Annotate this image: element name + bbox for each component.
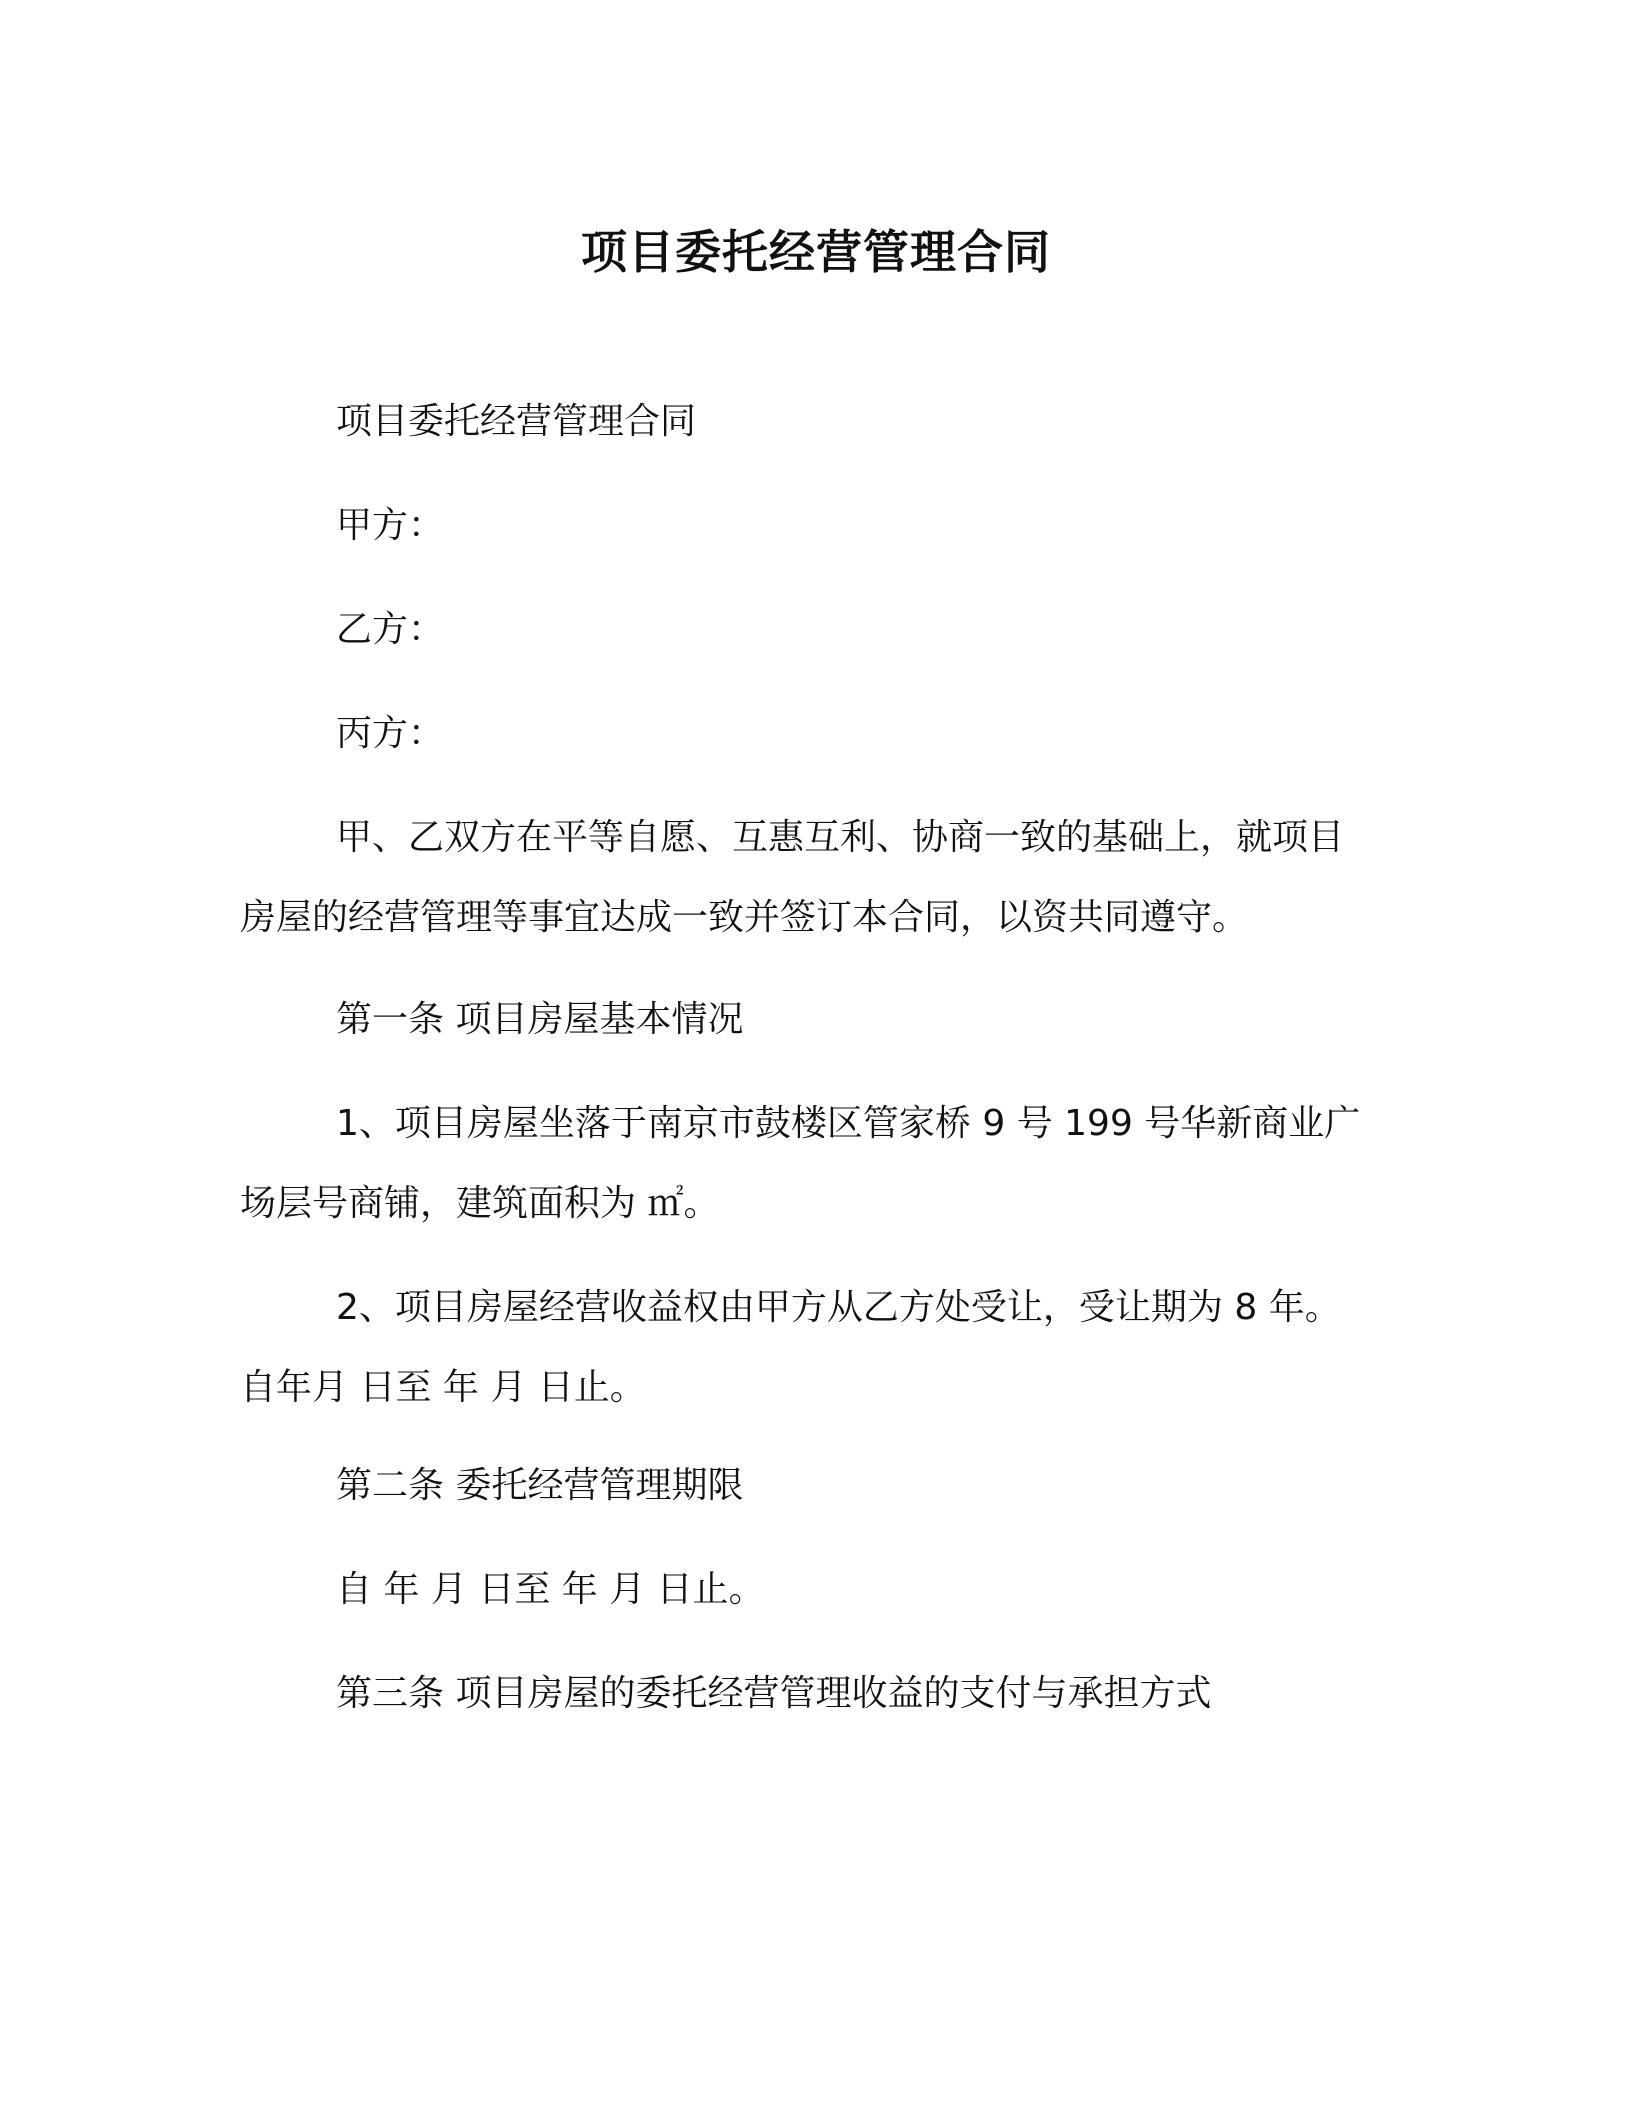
article-1-item-2-line-2: 自年月 日至 年 月 日止。: [240, 1367, 646, 1408]
document-title: 项目委托经营管理合同: [581, 225, 1051, 279]
article-1-item-2: [240, 1268, 1400, 1428]
document-subtitle: 项目委托经营管理合同: [336, 401, 697, 442]
article-1-item-1: [240, 1084, 1400, 1244]
article-1-item-2-line-1: 2、项目房屋经营收益权由甲方从乙方处受让，受让期为 8 年。: [336, 1287, 1341, 1328]
party-c-label: 丙方：: [336, 713, 445, 754]
article-2-heading: 第二条 委托经营管理期限: [336, 1465, 744, 1506]
intro-line-1: 甲、乙双方在平等自愿、互惠互利、协商一致的基础上，就项目: [336, 817, 1345, 858]
article-1-item-1-line-1: 1、项目房屋坐落于南京市鼓楼区管家桥 9 号 199 号华新商业广: [336, 1103, 1361, 1144]
party-b-label: 乙方：: [336, 609, 445, 650]
intro-paragraph: [240, 798, 1400, 958]
party-a-label: 甲方：: [336, 505, 445, 546]
intro-line-2: 房屋的经营管理等事宜达成一致并签订本合同，以资共同遵守。: [240, 897, 1249, 938]
article-2-text: 自 年 月 日至 年 月 日止。: [336, 1569, 765, 1610]
article-1-item-1-line-2: 场层号商铺，建筑面积为 ㎡。: [240, 1183, 720, 1224]
article-1-heading: 第一条 项目房屋基本情况: [336, 999, 744, 1040]
article-3-heading: 第三条 项目房屋的委托经营管理收益的支付与承担方式: [336, 1673, 1212, 1714]
